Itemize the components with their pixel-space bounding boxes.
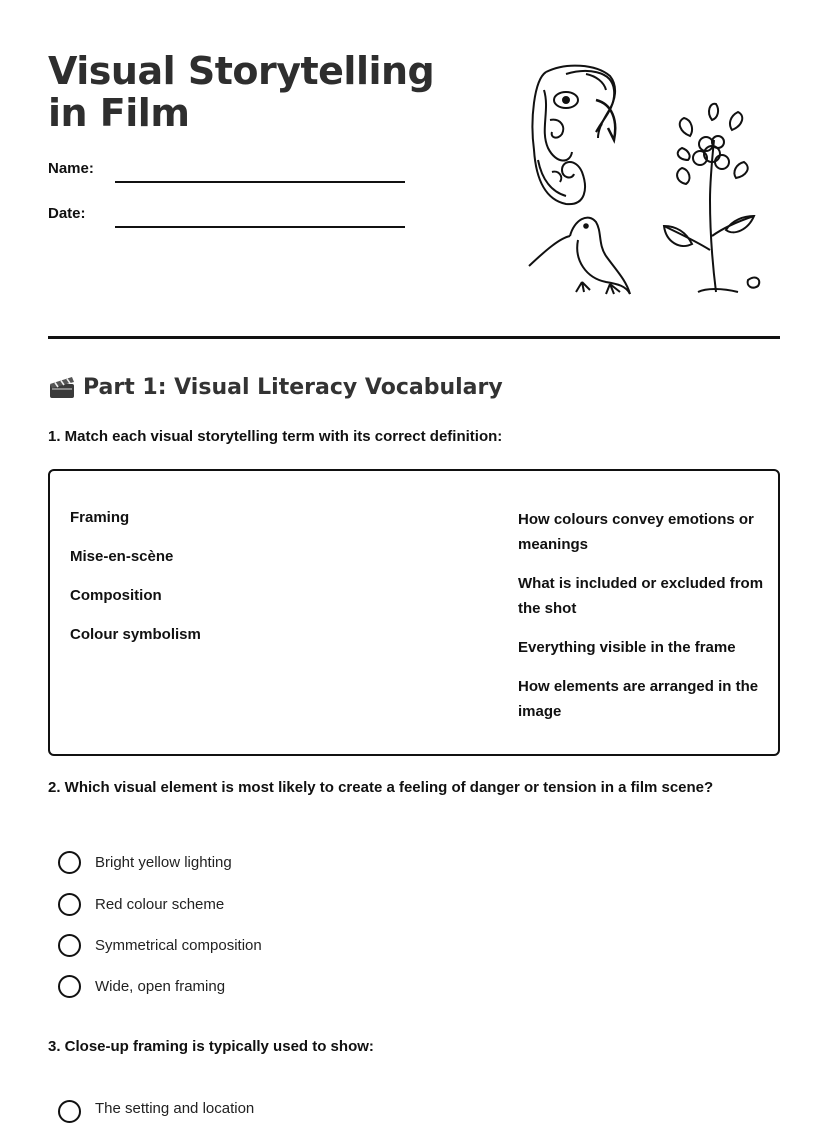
definition-item[interactable]: How colours convey emotions or meanings xyxy=(518,511,754,553)
clapperboard-icon xyxy=(48,374,76,400)
part1-title: Part 1: Visual Literacy Vocabulary xyxy=(83,374,503,400)
definition-item[interactable]: How elements are arranged in the image xyxy=(518,678,759,720)
name-label: Name: xyxy=(48,160,94,177)
worksheet-title: Visual Storytelling in Film xyxy=(48,49,435,135)
question-2: 2. Which visual element is most likely to create a feeling of danger or tension in a film scene? xyxy=(48,779,714,796)
term-mise-en-scene[interactable]: Mise-en-scène xyxy=(70,548,174,565)
option-label: Symmetrical composition xyxy=(95,936,262,954)
term-composition[interactable]: Composition xyxy=(70,587,162,604)
matching-box xyxy=(48,469,780,756)
option-label: Wide, open framing xyxy=(95,978,226,996)
term-framing[interactable]: Framing xyxy=(70,509,130,526)
definition-item[interactable]: Everything visible in the frame xyxy=(518,639,736,656)
radio-button[interactable] xyxy=(58,893,81,916)
definitions-column xyxy=(518,507,768,738)
option-item[interactable] xyxy=(58,842,262,883)
radio-button[interactable] xyxy=(58,851,81,874)
option-label: Red colour scheme xyxy=(95,895,225,913)
part1-heading xyxy=(48,374,503,400)
question-3: 3. Close-up framing is typically used to show: xyxy=(48,1038,374,1055)
question-1: 1. Match each visual storytelling term with its correct definition: xyxy=(48,428,503,445)
date-answer-line[interactable] xyxy=(115,226,405,228)
option-item[interactable] xyxy=(58,883,262,924)
option-item[interactable] xyxy=(58,925,262,966)
question-3-options xyxy=(58,1100,254,1122)
radio-button[interactable] xyxy=(58,934,81,957)
radio-button[interactable] xyxy=(58,1100,81,1123)
worksheet-header xyxy=(48,0,780,340)
radio-button[interactable] xyxy=(58,975,81,998)
terms-column xyxy=(70,507,201,663)
maori-koru-bird-and-plant-illustration xyxy=(526,60,766,300)
option-item[interactable] xyxy=(58,966,262,1007)
date-label: Date: xyxy=(48,205,86,222)
option-item[interactable] xyxy=(58,1100,254,1122)
definition-item[interactable]: What is included or excluded from the shot xyxy=(518,575,764,617)
option-label: The setting and location xyxy=(95,1100,255,1117)
question-2-options xyxy=(58,842,262,1008)
header-divider xyxy=(48,336,780,339)
name-answer-line[interactable] xyxy=(115,181,405,183)
option-label: Bright yellow lighting xyxy=(95,854,232,872)
term-colour-symbolism[interactable]: Colour symbolism xyxy=(70,626,201,643)
worksheet-page xyxy=(48,0,780,1117)
